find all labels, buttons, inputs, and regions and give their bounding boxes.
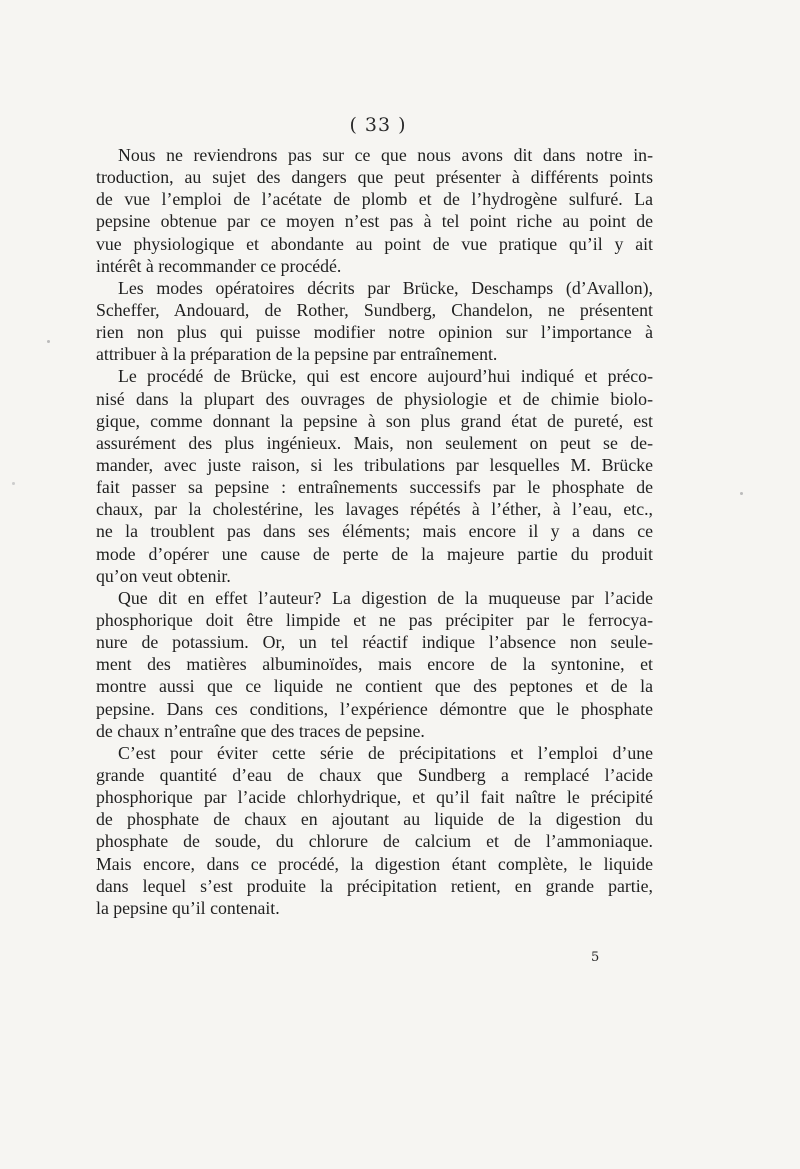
text-line: C’est pour éviter cette série de précipitations et l’emploi d’une <box>118 742 653 763</box>
text-line: Que dit en effet l’auteur? La digestion de la muqueuse par l’acide <box>118 587 653 608</box>
text-line: de chaux n’entraîne que des traces de pepsine. <box>96 720 425 741</box>
text-line: qu’on veut obtenir. <box>96 565 231 586</box>
text-line: Mais encore, dans ce procédé, la digestion étant complète, le liquide <box>96 853 653 874</box>
text-line: phosphate de soude, du chlorure de calcium et de l’ammoniaque. <box>96 831 653 852</box>
text-line: rien non plus qui puisse modifier notre opinion sur l’importance à <box>96 322 653 343</box>
text-line: mander, avec juste raison, si les tribulations par lesquelles M. Brücke <box>96 454 653 475</box>
text-line: Nous ne reviendrons pas sur ce que nous avons dit dans notre in- <box>118 145 653 165</box>
text-line: Le procédé de Brücke, qui est encore aujourd’hui indiqué et préco- <box>118 366 653 387</box>
text-line: ment des matières albuminoïdes, mais encore de la syntonine, et <box>96 654 653 675</box>
text-line: chaux, par la cholestérine, les lavages répétés à l’éther, à l’eau, etc., <box>96 499 653 520</box>
text-line: nisé dans la plupart des ouvrages de physiologie et de chimie biolo- <box>96 388 653 409</box>
text-line: la pepsine qu’il contenait. <box>96 897 280 918</box>
paragraph-1 <box>96 144 653 277</box>
paragraph-5 <box>96 742 653 919</box>
page-number: ( 33 ) <box>349 114 407 136</box>
signature-mark: 5 <box>591 950 600 965</box>
text-line: vue physiologique et abondante au point de vue pratique qu’il y ait <box>96 233 653 254</box>
text-line: nure de potassium. Or, un tel réactif indique l’absence non seule- <box>96 632 653 653</box>
paper-speck <box>47 340 50 343</box>
text-line: dans lequel s’est produite la précipitation retient, en grande partie, <box>96 875 653 896</box>
text-line: Scheffer, Andouard, de Rother, Sundberg, Chandelon, ne présentent <box>96 299 653 320</box>
text-line: mode d’opérer une cause de perte de la majeure partie du produit <box>96 543 653 564</box>
paragraph-3 <box>96 365 653 586</box>
text-line: assurément des plus ingénieux. Mais, non seulement on peut se de- <box>96 432 653 453</box>
text-line: ne la troublent pas dans ses éléments; mais encore il y a dans ce <box>96 521 653 542</box>
text-line: phosphorique doit être limpide et ne pas précipiter par le ferrocya- <box>96 609 653 630</box>
text-line: de phosphate de chaux en ajoutant au liquide de la digestion du <box>96 809 653 830</box>
paper-speck <box>12 482 15 485</box>
text-line: intérêt à recommander ce procédé. <box>96 255 342 276</box>
text-line: attribuer à la préparation de la pepsine par entraînement. <box>96 344 498 365</box>
text-line: de vue l’emploi de l’acétate de plomb et de l’hydrogène sulfuré. La <box>96 189 653 210</box>
text-line: troduction, au sujet des dangers que peut présenter à différents points <box>96 167 653 188</box>
paragraph-2 <box>96 277 653 366</box>
paper-speck <box>740 492 743 495</box>
text-line: pepsine obtenue par ce moyen n’est pas à tel point riche au point de <box>96 211 653 232</box>
text-line: gique, comme donnant la pepsine à son plus grand état de pureté, est <box>96 410 653 431</box>
text-line: grande quantité d’eau de chaux que Sundberg a remplacé l’acide <box>96 764 653 785</box>
text-line: phosphorique par l’acide chlorhydrique, et qu’il fait naître le précipité <box>96 787 653 808</box>
paragraph-4 <box>96 587 653 742</box>
text-line: montre aussi que ce liquide ne contient que des peptones et de la <box>96 676 653 697</box>
body-text <box>96 144 653 919</box>
text-line: fait passer sa pepsine : entraînements successifs par le phosphate de <box>96 477 653 498</box>
text-line: pepsine. Dans ces conditions, l’expérience démontre que le phosphate <box>96 698 653 719</box>
text-line: Les modes opératoires décrits par Brücke, Deschamps (d’Avallon), <box>118 277 653 298</box>
